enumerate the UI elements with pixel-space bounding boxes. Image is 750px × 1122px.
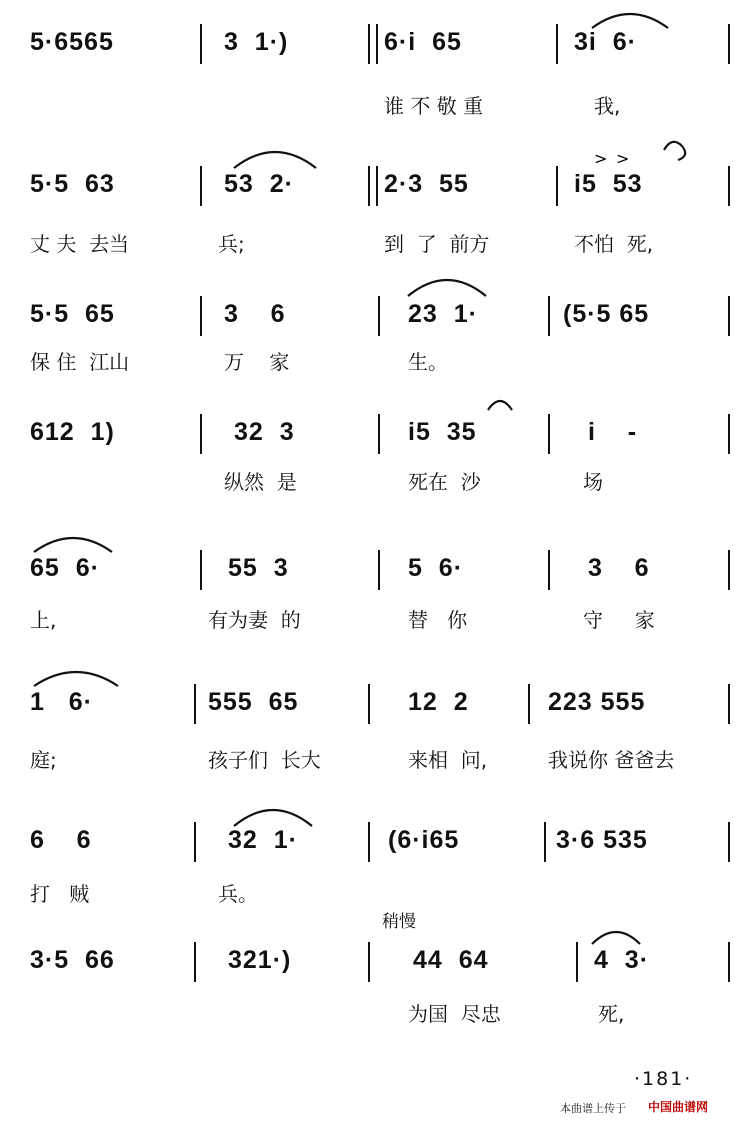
bar-line <box>556 24 558 64</box>
lyric-text: 孩子们 长大 <box>208 748 321 772</box>
bar-line <box>368 24 370 64</box>
lyric-row <box>28 90 728 120</box>
bar-line <box>728 296 730 336</box>
bar-line <box>548 550 550 590</box>
note-row <box>28 28 728 64</box>
lyric-row <box>28 346 728 376</box>
lyric-text: 上, <box>30 608 57 632</box>
lyric-text: 我说你 爸爸去 <box>548 748 675 772</box>
measure-notes: 44 64 <box>413 946 489 974</box>
bar-line <box>378 414 380 454</box>
lyric-text: 死在 沙 <box>408 470 481 494</box>
measure-notes: 32 1· <box>228 826 298 854</box>
measure-notes: 3·6 535 <box>556 826 648 854</box>
lyric-text: 有为妻 的 <box>208 608 301 632</box>
accent-mark: > <box>616 149 630 168</box>
slur-mark <box>408 280 486 296</box>
lyric-text: 守 家 <box>583 608 655 632</box>
measure-notes: 53 2· <box>224 170 294 198</box>
measure-notes: 55 3 <box>228 554 289 582</box>
measure-notes: 4 3· <box>594 946 650 974</box>
measure-notes: 3 6 <box>224 300 286 328</box>
bar-line <box>728 414 730 454</box>
bar-line <box>194 684 196 724</box>
note-row <box>28 418 728 454</box>
bar-line <box>368 942 370 982</box>
accent-mark: > <box>594 149 608 168</box>
measure-notes: 1 6· <box>30 688 93 716</box>
note-row <box>28 300 728 336</box>
measure-notes: 5·6565 <box>30 28 114 56</box>
measure-notes: 612 1) <box>30 418 115 446</box>
lyric-row <box>28 604 728 634</box>
measure-notes: i5 35 <box>408 418 477 446</box>
measure-notes: 65 6· <box>30 554 100 582</box>
lyric-text: 保 住 江山 <box>30 350 130 374</box>
measure-notes: 6 6 <box>30 826 92 854</box>
bar-line <box>194 822 196 862</box>
lyric-text: 纵然 是 <box>224 470 297 494</box>
measure-notes: 5·5 65 <box>30 300 115 328</box>
bar-line <box>194 942 196 982</box>
measure-notes: 2·3 55 <box>384 170 469 198</box>
measure-notes: 555 65 <box>208 688 299 716</box>
measure-notes: i5 53 <box>574 170 643 198</box>
bar-line <box>200 24 202 64</box>
lyric-row <box>28 998 728 1028</box>
bar-line <box>368 822 370 862</box>
lyric-text: 场 <box>583 470 603 494</box>
lyric-row <box>28 228 728 258</box>
lyric-text: 兵; <box>218 232 245 256</box>
note-row <box>28 554 728 590</box>
measure-notes: 6·i 65 <box>384 28 462 56</box>
measure-notes: 5 6· <box>408 554 464 582</box>
lyric-text: 为国 尽忠 <box>408 1002 501 1026</box>
bar-line <box>378 296 380 336</box>
note-row <box>28 170 728 206</box>
bar-line <box>576 942 578 982</box>
bar-line <box>378 550 380 590</box>
measure-notes: 3 6 <box>588 554 650 582</box>
lyric-text: 死, <box>598 1002 625 1026</box>
note-row <box>28 946 728 982</box>
bar-line <box>728 942 730 982</box>
lyric-text: 丈 夫 去当 <box>30 232 130 256</box>
lyric-text: 万 家 <box>224 350 290 374</box>
bar-line <box>728 166 730 206</box>
bar-line <box>528 684 530 724</box>
site-logo: 中国曲谱网 <box>648 1100 709 1114</box>
lyric-text: 来相 问, <box>408 748 488 772</box>
measure-notes: 3·5 66 <box>30 946 115 974</box>
slur-mark <box>34 538 112 552</box>
lyric-text: 不怕 死, <box>574 232 654 256</box>
lyric-text: 到 了 前方 <box>384 232 490 256</box>
fermata-mark <box>488 401 512 410</box>
bar-line <box>728 822 730 862</box>
lyric-text: 庭; <box>30 748 57 772</box>
bar-line <box>200 550 202 590</box>
bar-line <box>376 24 378 64</box>
measure-notes: 32 3 <box>234 418 295 446</box>
bar-line <box>728 684 730 724</box>
measure-notes: 321·) <box>228 946 292 974</box>
lyric-row <box>28 878 728 908</box>
lyric-row <box>28 744 728 774</box>
turn-mark <box>664 142 685 160</box>
measure-notes: 23 1· <box>408 300 478 328</box>
lyric-text: 我, <box>594 94 621 118</box>
slur-mark <box>592 14 668 28</box>
measure-notes: 5·5 63 <box>30 170 115 198</box>
bar-line <box>376 166 378 206</box>
lyric-text: 打 贼 <box>30 882 90 906</box>
bar-line <box>200 414 202 454</box>
bar-line <box>200 166 202 206</box>
measure-notes: 12 2 <box>408 688 469 716</box>
tempo-mark: 稍慢 <box>382 912 416 932</box>
bar-line <box>556 166 558 206</box>
bar-line <box>548 414 550 454</box>
upload-credit: 本曲谱上传于 <box>560 1102 626 1115</box>
bar-line <box>544 822 546 862</box>
note-row <box>28 688 728 724</box>
bar-line <box>548 296 550 336</box>
measure-notes: (5·5 65 <box>563 300 650 328</box>
bar-line <box>200 296 202 336</box>
lyric-row <box>28 466 728 496</box>
bar-line <box>368 166 370 206</box>
measure-notes: 3i 6· <box>574 28 637 56</box>
page-number: ·181· <box>634 1068 693 1090</box>
measure-notes: (6·i65 <box>388 826 460 854</box>
slur-mark <box>592 932 640 944</box>
measure-notes: i - <box>588 418 638 446</box>
slur-mark <box>234 810 312 826</box>
lyric-text: 生。 <box>408 350 448 374</box>
bar-line <box>728 24 730 64</box>
measure-notes: 3 1·) <box>224 28 289 56</box>
lyric-text: 兵。 <box>218 882 258 906</box>
measure-notes: 223 555 <box>548 688 646 716</box>
slur-mark <box>234 152 316 168</box>
note-row <box>28 826 728 862</box>
lyric-text: 替 你 <box>408 608 468 632</box>
lyric-text: 谁 不 敬 重 <box>384 94 484 118</box>
bar-line <box>368 684 370 724</box>
slur-mark <box>34 672 118 686</box>
bar-line <box>728 550 730 590</box>
